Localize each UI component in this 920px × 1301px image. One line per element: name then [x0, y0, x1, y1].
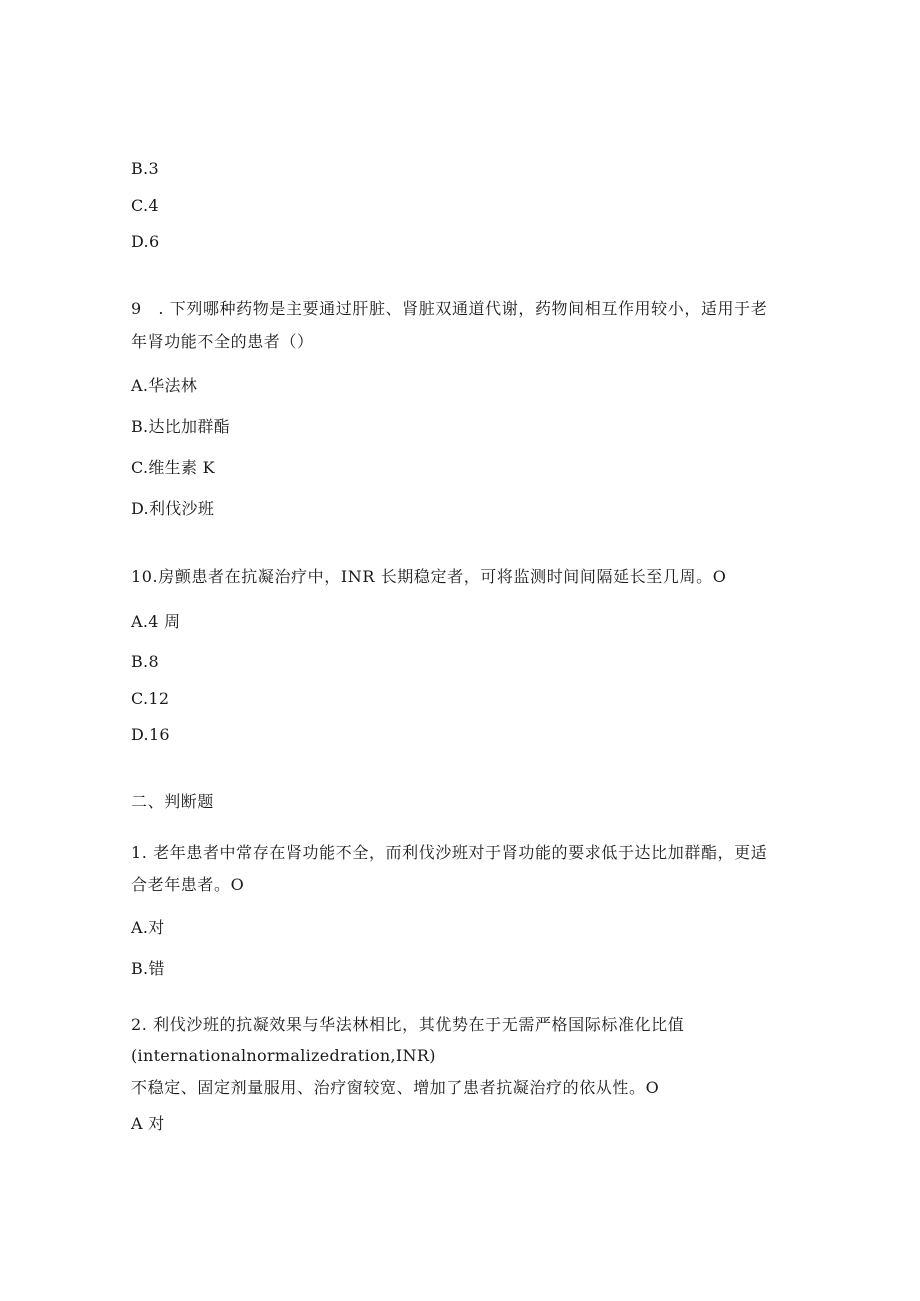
tf2-stem-line3: 不稳定、固定剂量服用、治疗窗较宽、增加了患者抗凝治疗的依从性。O	[131, 1078, 660, 1097]
q8-option-d: D.6	[131, 232, 160, 251]
q10-option-a: A.4 周	[131, 612, 181, 631]
tf1-option-a: A.对	[131, 918, 165, 937]
q9-option-b: B.达比加群酯	[131, 417, 230, 436]
section-title: 二、判断题	[131, 792, 215, 811]
q10-stem: 10.房颤患者在抗凝治疗中，INR 长期稳定者，可将监测时间间隔延长至几周。O	[131, 567, 727, 586]
q9-option-d: D.利伐沙班	[131, 499, 215, 518]
q10-option-c: C.12	[131, 689, 170, 708]
q9-option-c: C.维生素 K	[131, 458, 215, 477]
q8-option-b: B.3	[131, 159, 159, 178]
q8-option-c: C.4	[131, 196, 159, 215]
q9-stem-line1: 9 . 下列哪种药物是主要通过肝脏、肾脏双通道代谢，药物间相互作用较小，适用于老	[131, 299, 768, 318]
q10-option-b: B.8	[131, 652, 159, 671]
tf2-stem-line1: 2. 利伐沙班的抗凝效果与华法林相比，其优势在于无需严格国际标准化比值	[131, 1015, 685, 1034]
q10-option-d: D.16	[131, 725, 170, 744]
q9-stem-line2: 年肾功能不全的患者（）	[131, 332, 314, 351]
q9-option-a: A.华法林	[131, 376, 198, 395]
tf1-stem-line2: 合老年患者。O	[131, 875, 245, 894]
tf2-option-a: A 对	[131, 1114, 165, 1133]
tf1-option-b: B.错	[131, 959, 165, 978]
tf1-stem-line1: 1. 老年患者中常存在肾功能不全，而利伐沙班对于肾功能的要求低于达比加群酯，更适	[131, 843, 768, 862]
tf2-stem-line2: (internationalnormalizedration,INR)	[131, 1046, 436, 1065]
